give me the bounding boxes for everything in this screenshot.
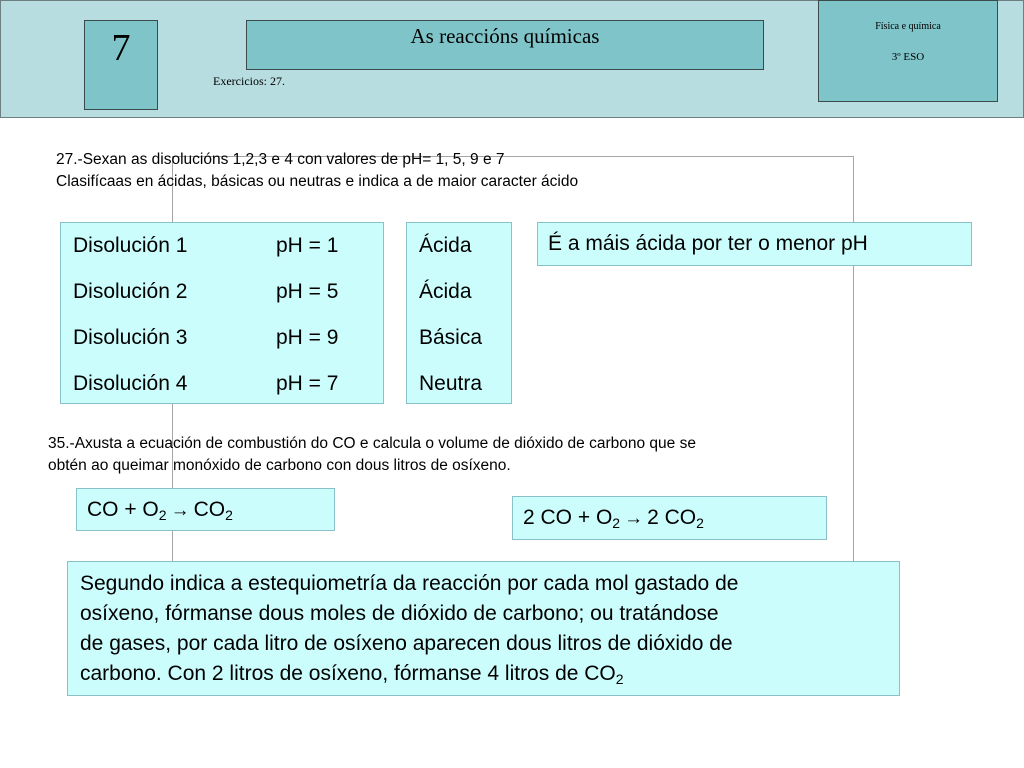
solution-name: Disolución 4 bbox=[73, 372, 188, 395]
subject-name: Física e química bbox=[875, 21, 941, 32]
page-title: As reaccións químicas bbox=[410, 24, 600, 48]
exercises-label: Exercicios: 27. bbox=[213, 74, 285, 88]
answer-box bbox=[537, 222, 972, 266]
exercise27-question-line1: 27.-Sexan as disolucións 1,2,3 e 4 con valores de pH= 1, 5, 9 e 7 bbox=[56, 151, 505, 168]
exercise35-question-line2: obtén ao queimar monóxido de carbono con dous litros de osíxeno. bbox=[48, 457, 511, 474]
unbalanced-equation bbox=[87, 497, 233, 524]
solution-type: Básica bbox=[419, 326, 483, 349]
equation-product: CO bbox=[193, 498, 226, 521]
balanced-equation-box bbox=[512, 496, 827, 540]
balanced-equation bbox=[523, 505, 704, 532]
solution-name: Disolución 2 bbox=[73, 280, 188, 303]
explanation-line: de gases, por cada litro de osíxeno aparecen dous litros de dióxido de bbox=[80, 632, 733, 655]
solution-type: Ácida bbox=[419, 280, 472, 303]
explanation-line-text: carbono. Con 2 litros de osíxeno, fórmanse 4 litros de CO bbox=[80, 662, 616, 685]
subject-box bbox=[818, 0, 998, 102]
solution-type: Ácida bbox=[419, 234, 472, 257]
unit-number-box bbox=[84, 20, 158, 110]
arrow-icon: → bbox=[624, 508, 644, 529]
subscript: 2 bbox=[612, 515, 621, 531]
solution-ph: pH = 9 bbox=[276, 326, 339, 349]
subscript: 2 bbox=[615, 671, 624, 687]
equation-reactants: 2 CO + O bbox=[523, 506, 613, 529]
explanation-line bbox=[80, 660, 624, 688]
exercise27-question-line2: Clasifícaas en ácidas, básicas ou neutras e indica a de maior caracter ácido bbox=[56, 173, 579, 190]
answer-text: É a máis ácida por ter o menor pH bbox=[548, 232, 868, 255]
arrow-icon: → bbox=[170, 500, 190, 521]
solution-ph: pH = 5 bbox=[276, 280, 339, 303]
equation-product: 2 CO bbox=[647, 506, 697, 529]
unbalanced-equation-box bbox=[76, 488, 335, 531]
solution-ph: pH = 1 bbox=[276, 234, 339, 257]
solution-type: Neutra bbox=[419, 372, 483, 395]
explanation-line: Segundo indica a estequiometría da reacción por cada mol gastado de bbox=[80, 572, 739, 595]
explanation-line: osíxeno, fórmanse dous moles de dióxido de carbono; ou tratándose bbox=[80, 602, 719, 625]
title-box bbox=[246, 20, 764, 70]
unit-number: 7 bbox=[111, 27, 131, 69]
solutions-box bbox=[60, 222, 384, 404]
solution-name: Disolución 1 bbox=[73, 234, 188, 257]
exercise35-question-line1: 35.-Axusta a ecuación de combustión do CO e calcula o volume de dióxido de carbono que se bbox=[48, 435, 696, 452]
solution-ph: pH = 7 bbox=[276, 372, 339, 395]
classification-box bbox=[406, 222, 512, 404]
equation-reactants: CO + O bbox=[87, 498, 159, 521]
explanation-box bbox=[67, 561, 900, 696]
subscript: 2 bbox=[158, 507, 167, 523]
solution-name: Disolución 3 bbox=[73, 326, 188, 349]
subject-level: 3º ESO bbox=[891, 51, 925, 63]
subscript: 2 bbox=[225, 507, 233, 523]
subscript: 2 bbox=[696, 515, 704, 531]
